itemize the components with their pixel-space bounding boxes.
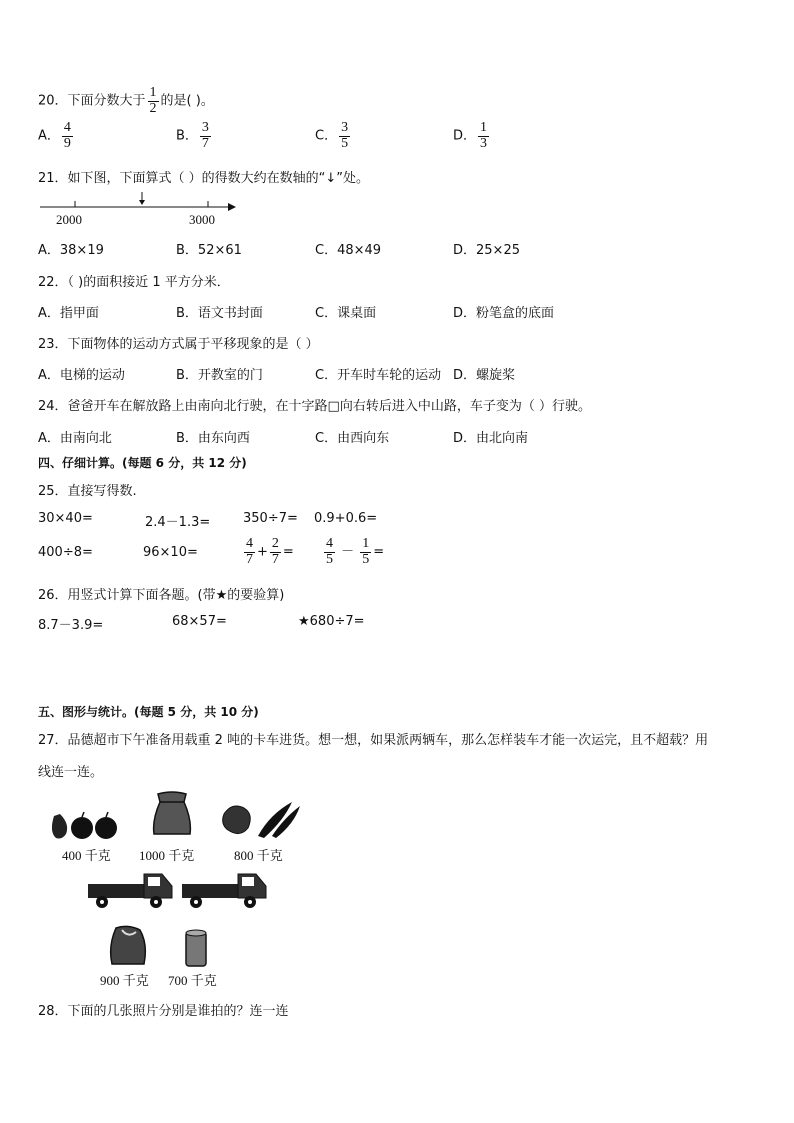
q26-item-2: 68×57= <box>172 614 227 629</box>
q25-item-5: 400÷8= <box>38 545 93 560</box>
down-arrow-head <box>139 200 145 205</box>
q21-stem: 21．如下图，下面算式（ ）的得数大约在数轴的“↓”处。 <box>38 171 370 186</box>
q23-option-d[interactable]: D．螺旋桨 <box>453 368 516 383</box>
q25-stem: 25．直接写得数. <box>38 484 137 499</box>
q21-option-d[interactable]: D．25×25 <box>453 243 520 258</box>
q23-option-c[interactable]: C．开车时车轮的运动 <box>315 368 442 383</box>
q23-stem: 23．下面物体的运动方式属于平移现象的是（ ） <box>38 337 319 352</box>
axis-label-2000: 2000 <box>56 212 82 227</box>
goods-label-900: 900 千克 <box>100 973 149 988</box>
q24-option-a[interactable]: A．由南向北 <box>38 431 112 446</box>
goods-label-700: 700 千克 <box>168 973 217 988</box>
q23-option-a[interactable]: A．电梯的运动 <box>38 368 125 383</box>
q25-item-3: 350÷7= <box>243 511 298 526</box>
q22-option-b[interactable]: B．语文书封面 <box>176 306 263 321</box>
fruit-icon <box>46 804 122 840</box>
q28-stem: 28．下面的几张照片分别是谁拍的？连一连 <box>38 1004 289 1019</box>
bag-icon <box>106 924 150 968</box>
q20-option-d[interactable]: D． $\frac{1}{3}$ <box>453 120 488 151</box>
q25-item-6: 96×10= <box>143 545 198 560</box>
section-5-title: 五、图形与统计。(每题 5 分，共 10 分) <box>38 705 259 719</box>
q20-stem: 20．下面分数大于 $\frac{1}{2}$ 的是( )。 <box>38 85 214 116</box>
section-4-title: 四、仔细计算。(每题 6 分，共 12 分) <box>38 456 247 470</box>
q26-item-1: 8.7－3.9= <box>38 618 104 633</box>
q22-option-d[interactable]: D．粉笔盒的底面 <box>453 306 555 321</box>
truck-icon-1[interactable] <box>86 868 174 912</box>
axis-label-3000: 3000 <box>189 212 215 227</box>
q23-option-b[interactable]: B．开教室的门 <box>176 368 263 383</box>
q20-option-a[interactable]: A． $\frac{4}{9}$ <box>38 120 71 151</box>
can-icon <box>182 928 210 968</box>
goods-label-1000: 1000 千克 <box>139 848 195 863</box>
q24-option-c[interactable]: C．由西向东 <box>315 431 390 446</box>
grain-sack-icon <box>148 790 196 838</box>
vegetables-icon <box>218 800 302 840</box>
q25-item-2: 2.4－1.3= <box>145 515 211 530</box>
q22-option-c[interactable]: C．课桌面 <box>315 306 377 321</box>
q25-item-1: 30×40= <box>38 511 93 526</box>
q24-stem: 24．爸爸开车在解放路上由南向北行驶，在十字路□向右转后进入中山路，车子变为（ ）行驶。 <box>38 399 591 414</box>
q21-option-c[interactable]: C．48×49 <box>315 243 382 258</box>
q25-item-4: 0.9+0.6= <box>314 511 378 526</box>
q20-option-b[interactable]: B． $\frac{3}{7}$ <box>176 120 209 151</box>
q21-option-a[interactable]: A．38×19 <box>38 243 104 258</box>
q20-stem-fraction: $\frac{1}{2}$ <box>149 85 157 116</box>
q27-stem-line1: 27．品德超市下午准备用载重 2 吨的卡车进货。想一想，如果派两辆车，那么怎样装车才能一次运完，且不超载？用 <box>38 733 709 748</box>
q25-fraction-diff: $\frac{4}{5}$ － $\frac{1}{5}$ = <box>326 536 385 567</box>
goods-label-400: 400 千克 <box>62 848 111 863</box>
q26-stem: 26．用竖式计算下面各题。(带★的要验算) <box>38 588 285 603</box>
q24-option-d[interactable]: D．由北向南 <box>453 431 529 446</box>
truck-icon-2[interactable] <box>180 868 268 912</box>
q27-stem-line2: 线连一连。 <box>38 765 104 780</box>
q24-option-b[interactable]: B．由东向西 <box>176 431 250 446</box>
q25-fraction-sum: $\frac{4}{7}$ + $\frac{2}{7}$ = <box>246 536 294 567</box>
q22-stem: 22．（ )的面积接近 1 平方分米． <box>38 275 230 290</box>
number-line-arrowhead <box>228 203 236 211</box>
goods-label-800: 800 千克 <box>234 848 283 863</box>
q22-option-a[interactable]: A．指甲面 <box>38 306 99 321</box>
q21-option-b[interactable]: B．52×61 <box>176 243 242 258</box>
q20-option-c[interactable]: C． $\frac{3}{5}$ <box>315 120 349 151</box>
q26-item-3: ★680÷7= <box>298 614 365 629</box>
